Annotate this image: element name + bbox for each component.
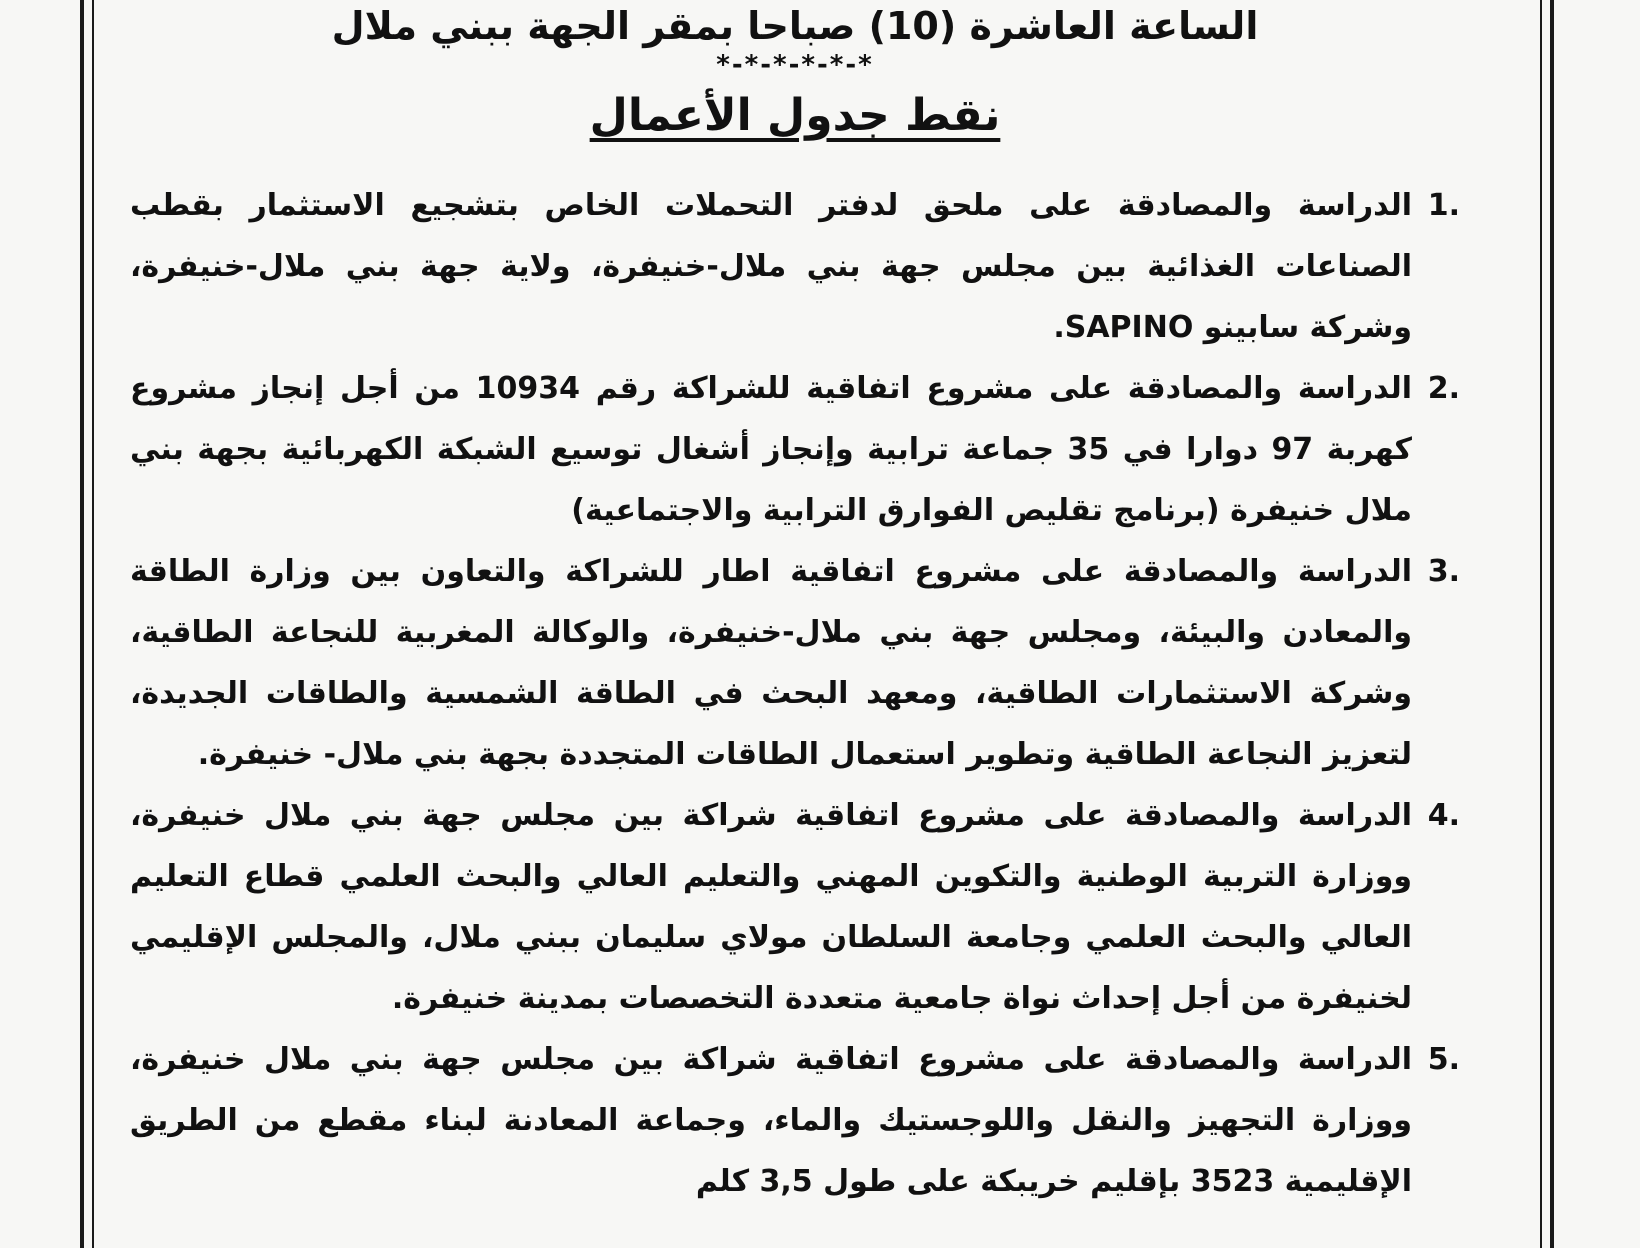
agenda-item-text: الدراسة والمصادقة على مشروع اتفاقية للشراكة رقم 10934 من أجل إنجاز مشروع كهربة 97 دوارا في 35 جماعة ترابية وإنجاز أشغال توسيع الشبكة الكهربائية بجهة بني ملال خنيفرة (برنامج تقليص الفوارق الترابية والاجتماعية) — [130, 371, 1412, 528]
agenda-item-number: 2. — [1427, 371, 1460, 406]
agenda-item-text: الدراسة والمصادقة على مشروع اتفاقية شراكة بين مجلس جهة بني ملال خنيفرة، ووزارة التربية الوطنية والتكوين المهني والتعليم العالي والبحث العلمي قطاع التعليم العالي والبحث العلمي وجامعة السلطان مولاي سليمان ببني ملال، والمجلس الإقليمي لخنيفرة من أجل إحداث نواة جامعية متعددة التخصصات بمدينة خنيفرة. — [130, 798, 1412, 1016]
page-border-left-inner — [92, 0, 94, 1248]
agenda-item-number: 4. — [1427, 798, 1460, 833]
page-border-right-inner — [1540, 0, 1542, 1248]
page-border-right-outer — [1550, 0, 1554, 1248]
agenda-item-text: الدراسة والمصادقة على مشروع اتفاقية شراكة بين مجلس جهة بني ملال خنيفرة، ووزارة التجهيز والنقل واللوجستيك والماء، وجماعة المعادنة لبناء مقطع من الطريق الإقليمية 3523 بإقليم خريبكة على طول 3,5 كلم — [130, 1042, 1412, 1199]
agenda-item-2 — [130, 358, 1460, 541]
agenda-item-5 — [130, 1029, 1460, 1212]
agenda-item-4 — [130, 785, 1460, 1029]
agenda-item-3 — [130, 541, 1460, 785]
agenda-item-text: الدراسة والمصادقة على ملحق لدفتر التحملات الخاص بتشجيع الاستثمار بقطب الصناعات الغذائية بين مجلس جهة بني ملال-خنيفرة، ولاية جهة بني ملال-خنيفرة، وشركة سابينو SAPINO. — [130, 188, 1412, 345]
meeting-time-line: الساعة العاشرة (10) صباحا بمقر الجهة ببني ملال — [331, 4, 1259, 48]
agenda-item-number: 3. — [1427, 554, 1460, 589]
agenda-title: نقط جدول الأعمال — [589, 90, 1001, 141]
agenda-item-text: الدراسة والمصادقة على مشروع اتفاقية اطار للشراكة والتعاون بين وزارة الطاقة والمعادن والبيئة، ومجلس جهة بني ملال-خنيفرة، والوكالة المغربية للنجاعة الطاقية، وشركة الاستثمارات الطاقية، ومعهد البحث في الطاقة الشمسية والطاقات الجديدة، لتعزيز النجاعة الطاقية وتطوير استعمال الطاقات المتجددة بجهة بني ملال- خنيفرة. — [130, 554, 1412, 772]
document-content — [130, 0, 1460, 1248]
separator-stars: *-*-*-*-*-* — [716, 50, 874, 80]
agenda-list — [130, 175, 1460, 1212]
agenda-item-number: 5. — [1427, 1042, 1460, 1077]
agenda-item-number: 1. — [1427, 188, 1460, 223]
page-border-left-outer — [80, 0, 84, 1248]
agenda-item-1 — [130, 175, 1460, 358]
